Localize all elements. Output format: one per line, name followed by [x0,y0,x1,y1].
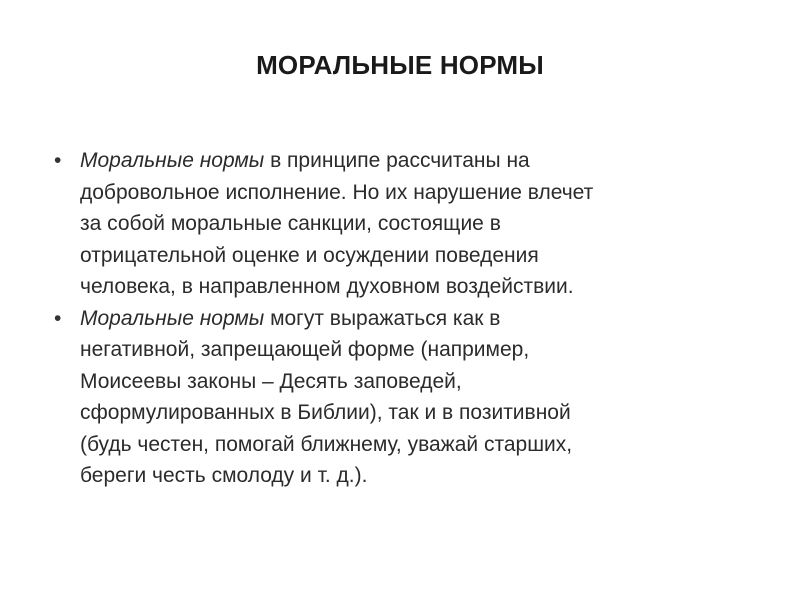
text-line: негативной, запрещающей форме (например, [80,338,530,361]
text-line: береги честь смолоду и т. д.). [80,464,368,487]
text-line: человека, в направленном духовном воздействии. [80,275,574,298]
text-line: (будь честен, помогай ближнему, уважай старших, [80,432,573,456]
text-line: Моисеевы законы – Десять заповедей, [80,369,462,393]
emphasis-text: Моральные нормы [80,149,265,172]
bullet-item-1 [52,145,752,303]
text-line [80,145,752,177]
bullet-item-2 [52,303,752,492]
bullet-marker: • [54,306,62,330]
body-text: в принципе рассчитаны на [264,149,530,172]
slide-title: МОРАЛЬНЫЕ НОРМЫ [256,50,544,80]
text-line: отрицательной оценке и осуждении поведения [80,243,539,267]
text-line: сформулированных в Библии), так и в позитивной [80,401,571,424]
bullet-marker: • [54,149,62,172]
emphasis-text: Моральные нормы [80,306,265,330]
text-line: добровольное исполнение. Но их нарушение влечет [80,180,594,204]
bullet-list [52,145,752,492]
body-text: могут выражаться как в [264,306,501,330]
text-line: за собой моральные санкции, состоящие в [80,212,501,235]
text-line [80,303,752,335]
